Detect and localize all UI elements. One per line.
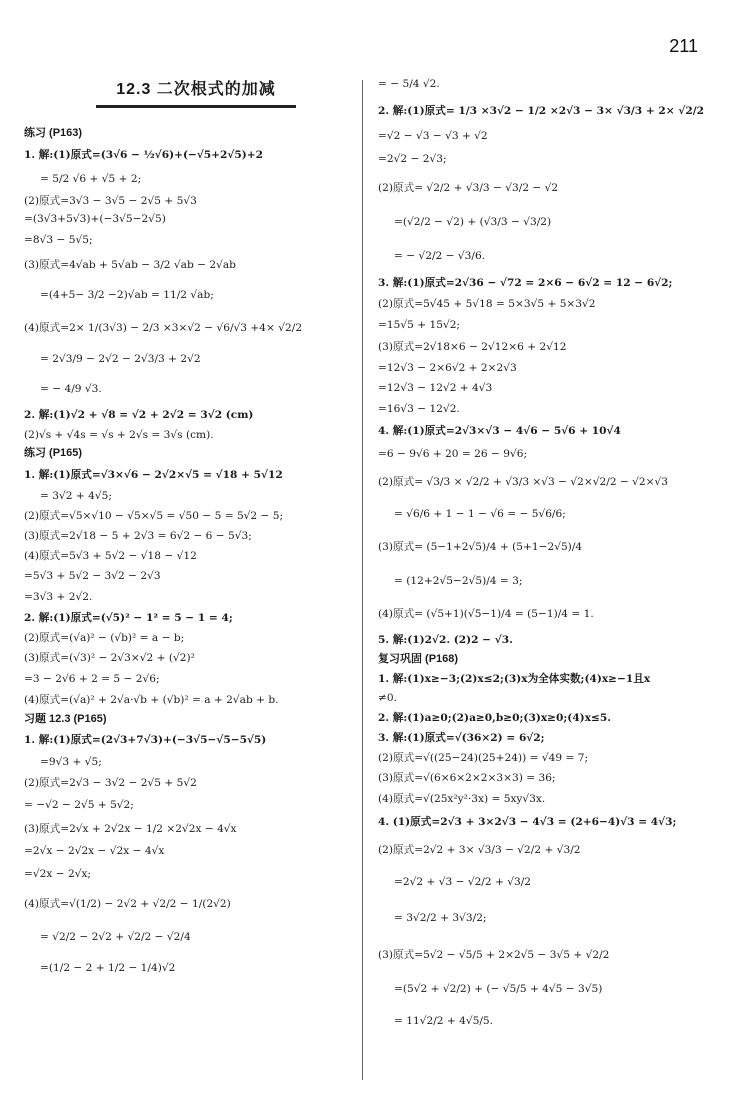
solution-line: =12√3 − 2×6√2 + 2×2√3 [378, 362, 517, 374]
left-column [24, 72, 344, 1092]
solution-line: (4)原式= (√5+1)(√5−1)/4 = (5−1)/4 = 1. [378, 608, 594, 620]
solution-line: (2)原式=(√a)² − (√b)² = a − b; [24, 631, 185, 644]
exercise-heading: 习题 12.3 (P165) [24, 712, 107, 725]
solution-line: = √6/6 + 1 − 1 − √6 = − 5√6/6; [394, 508, 566, 520]
solution-line: 2. 解:(1)√2 + √8 = √2 + 2√2 = 3√2 (cm) [24, 408, 254, 421]
solution-line: = − √2/2 − √3/6. [394, 250, 486, 262]
solution-line: (2)原式=5√45 + 5√18 = 5×3√5 + 5×3√2 [378, 298, 596, 310]
solution-line: 2. 解:(1)原式= 1/3 ×3√2 − 1/2 ×2√3 − 3× √3/3 + 2× √2/2 [378, 105, 704, 117]
solution-line: =√2 − √3 − √3 + √2 [378, 130, 488, 142]
solution-line: =(√2/2 − √2) + (√3/3 − √3/2) [394, 216, 552, 228]
solution-line: (2)原式=√((25−24)(25+24)) = √49 = 7; [378, 751, 589, 764]
solution-line: =16√3 − 12√2. [378, 403, 460, 415]
solution-line: (3)原式=√(6×6×2×2×3×3) = 36; [378, 771, 556, 784]
solution-line: 1. 解:(1)原式=√3×√6 − 2√2×√5 = √18 + 5√12 [24, 468, 283, 481]
solution-line: =9√3 + √5; [40, 756, 102, 769]
solution-line: (3)原式=4√ab + 5√ab − 3/2 √ab − 2√ab [24, 258, 236, 271]
right-column-content [378, 72, 728, 1036]
solution-line: (3)原式=2√x + 2√2x − 1/2 ×2√2x − 4√x [24, 823, 237, 836]
spacer [24, 108, 344, 124]
solution-line: =(4+5− 3/2 −2)√ab = 11/2 √ab; [40, 288, 214, 301]
solution-line: = 11√2/2 + 4√5/5. [394, 1014, 494, 1027]
solution-line: (4)原式=√(25x²y²·3x) = 5xy√3x. [378, 792, 546, 805]
solution-line: (2)原式=√5×√10 − √5×√5 = √50 − 5 = 5√2 − 5; [24, 509, 284, 522]
solution-line: = − 5/4 √2. [378, 78, 440, 90]
solution-line: = 3√2 + 4√5; [40, 489, 112, 502]
left-column-content [24, 108, 344, 983]
solution-line: =6 − 9√6 + 20 = 26 − 9√6; [378, 448, 528, 460]
solution-line: (3)原式=(√3)² − 2√3×√2 + (√2)² [24, 651, 195, 664]
solution-line: =2√x − 2√2x − √2x − 4√x [24, 845, 165, 858]
solution-line: =5√3 + 5√2 − 3√2 − 2√3 [24, 569, 161, 582]
solution-line: (2)原式= √2/2 + √3/3 − √3/2 − √2 [378, 182, 559, 194]
solution-line: ≠0. [378, 691, 397, 704]
solution-line: = − 4/9 √3. [40, 382, 102, 395]
solution-line: = 2√3/9 − 2√2 − 2√3/3 + 2√2 [40, 352, 201, 365]
solution-line: (2)原式=3√3 − 3√5 − 2√5 + 5√3 [24, 194, 197, 207]
solution-line: =(3√3+5√3)+(−3√5−2√5) [24, 212, 166, 225]
solution-line: 1. 解:(1)原式=(2√3+7√3)+(−3√5−√5−5√5) [24, 734, 267, 747]
exercise-heading: 练习 (P165) [24, 446, 83, 459]
column-divider [362, 80, 363, 1080]
solution-line: =8√3 − 5√5; [24, 233, 93, 246]
solution-line: =(5√2 + √2/2) + (− √5/5 + 4√5 − 3√5) [394, 982, 603, 995]
solution-line: = √2/2 − 2√2 + √2/2 − √2/4 [40, 931, 191, 944]
solution-line: = 5/2 √6 + √5 + 2; [40, 172, 142, 185]
solution-line: 2. 解:(1)a≥0;(2)a≥0,b≥0;(3)x≥0;(4)x≤5. [378, 711, 611, 724]
solution-line: =3√3 + 2√2. [24, 590, 93, 603]
solution-line: 1. 解:(1)x≥−3;(2)x≤2;(3)x为全体实数;(4)x≥−1且x [378, 672, 651, 685]
solution-line: =2√2 − 2√3; [378, 153, 447, 165]
exercise-heading: 复习巩固 (P168) [378, 653, 459, 665]
solution-line: =√2x − 2√x; [24, 868, 91, 881]
solution-line: (4)原式=5√3 + 5√2 − √18 − √12 [24, 549, 197, 562]
exercise-heading: 练习 (P163) [24, 127, 83, 139]
solution-line: (4)原式=(√a)² + 2√a·√b + (√b)² = a + 2√ab + b. [24, 693, 279, 706]
page-number: 211 [669, 36, 698, 56]
solution-line: (2)原式= √3/3 × √2/2 + √3/3 ×√3 − √2×√2/2 − √2×√3 [378, 476, 669, 488]
solution-line: 4. (1)原式=2√3 + 3×2√3 − 4√3 = (2+6−4)√3 = 4√3; [378, 815, 677, 828]
solution-line: (2)原式=2√3 − 3√2 − 2√5 + 5√2 [24, 777, 197, 790]
solution-line: 1. 解:(1)原式=(3√6 − ½√6)+(−√5+2√5)+2 [24, 148, 264, 161]
solution-line: = −√2 − 2√5 + 5√2; [24, 799, 134, 812]
solution-line: 4. 解:(1)原式=2√3×√3 − 4√6 − 5√6 + 10√4 [378, 425, 621, 437]
solution-line: 5. 解:(1)2√2. (2)2 − √3. [378, 634, 513, 646]
solution-line: (2)√s + √4s = √s + 2√s = 3√s (cm). [24, 428, 214, 441]
solution-line: =3 − 2√6 + 2 = 5 − 2√6; [24, 672, 160, 685]
solution-line: (4)原式=√(1/2) − 2√2 + √2/2 − 1/(2√2) [24, 898, 231, 911]
solution-line: 3. 解:(1)原式=2√36 − √72 = 2×6 − 6√2 = 12 − 6√2; [378, 277, 673, 289]
right-column [378, 72, 728, 1092]
solution-line: (4)原式=2× 1/(3√3) − 2/3 ×3×√2 − √6/√3 +4× √2/2 [24, 321, 303, 334]
solution-line: 2. 解:(1)原式=(√5)² − 1² = 5 − 1 = 4; [24, 611, 233, 624]
solution-line: 3. 解:(1)原式=√(36×2) = 6√2; [378, 731, 545, 744]
solution-line: (2)原式=2√2 + 3× √3/3 − √2/2 + √3/2 [378, 843, 581, 856]
solution-line: (3)原式=2√18 − 5 + 2√3 = 6√2 − 6 − 5√3; [24, 529, 252, 542]
solution-line: =(1/2 − 2 + 1/2 − 1/4)√2 [40, 962, 176, 975]
section-title: 12.3 二次根式的加减 [96, 80, 296, 108]
solution-line: (3)原式= (5−1+2√5)/4 + (5+1−2√5)/4 [378, 541, 583, 553]
solution-line: =15√5 + 15√2; [378, 319, 460, 331]
solution-line: =12√3 − 12√2 + 4√3 [378, 382, 493, 394]
solution-line: =2√2 + √3 − √2/2 + √3/2 [394, 875, 532, 888]
solution-line: = 3√2/2 + 3√3/2; [394, 911, 487, 924]
solution-line: (3)原式=2√18×6 − 2√12×6 + 2√12 [378, 341, 567, 353]
solution-line: = (12+2√5−2√5)/4 = 3; [394, 575, 523, 587]
solution-line: (3)原式=5√2 − √5/5 + 2×2√5 − 3√5 + √2/2 [378, 948, 610, 961]
